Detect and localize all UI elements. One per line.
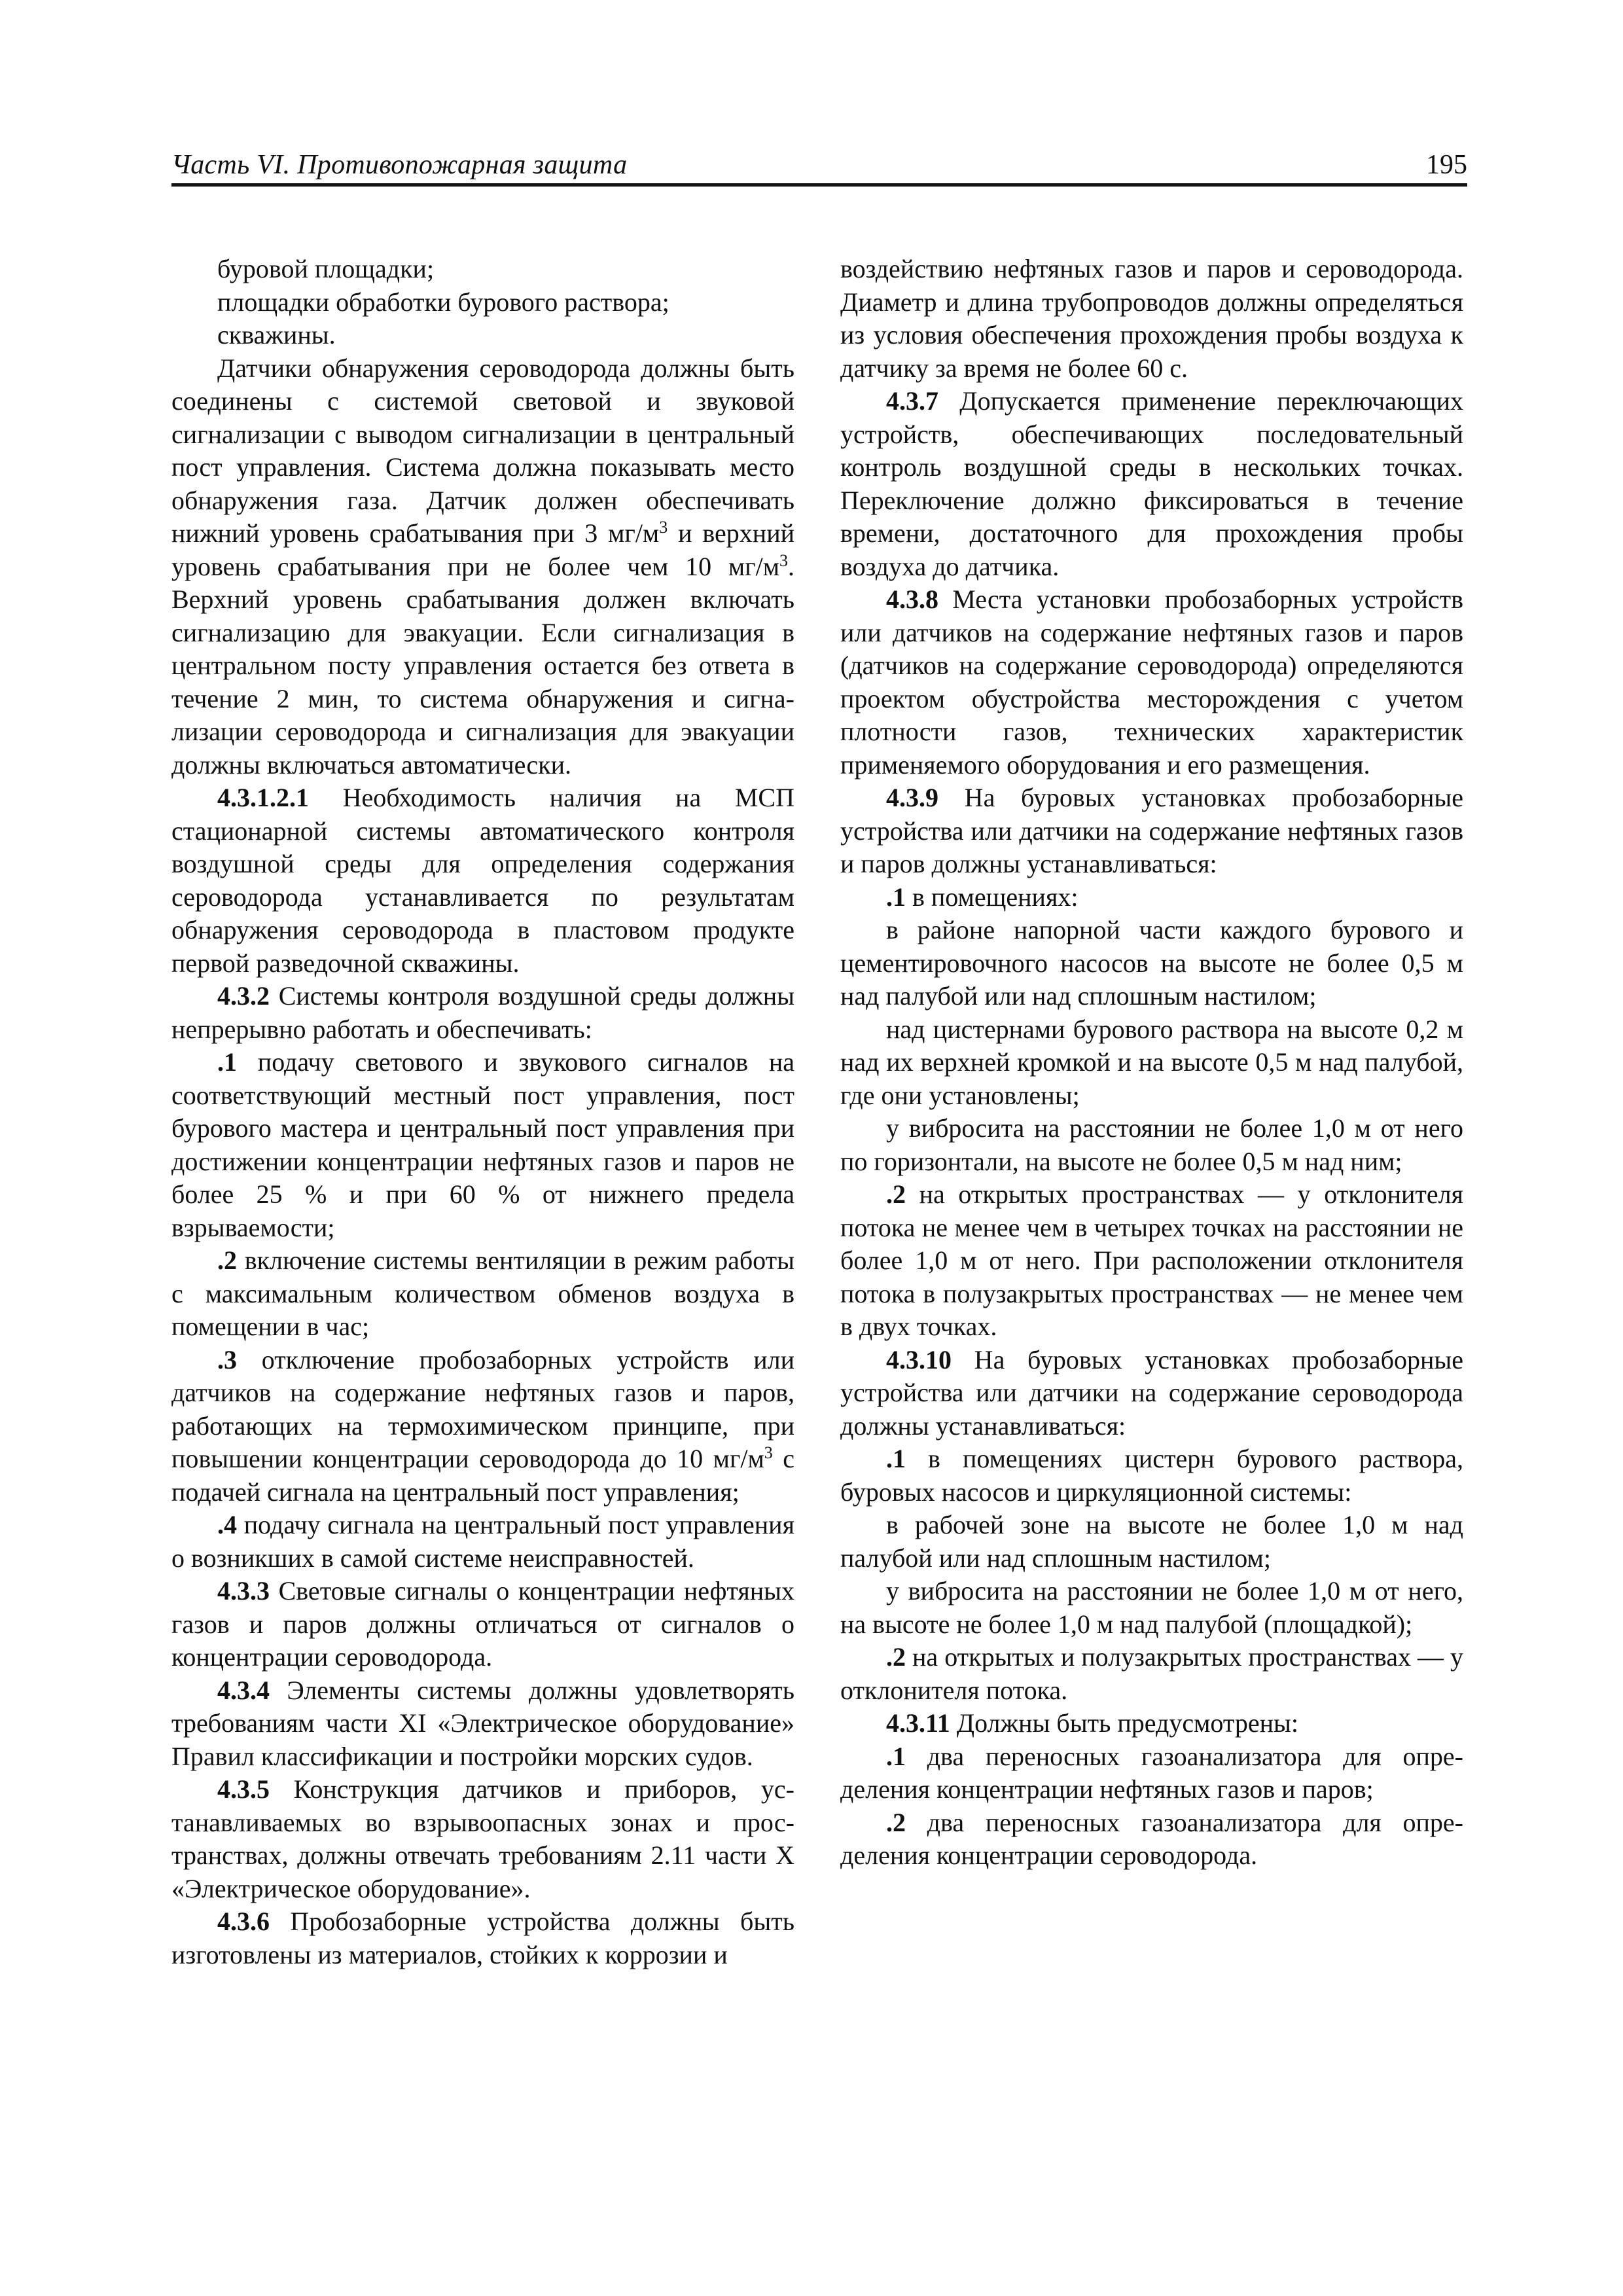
item-number: .2 (886, 1179, 906, 1209)
list-item (840, 1443, 1463, 1509)
paragraph-4-3-10 (840, 1344, 1463, 1443)
item-number: .1 (886, 882, 906, 912)
list-item (840, 1806, 1463, 1873)
text: отключение пробозаборных устройств или датчиков на содержание нефтяных газов и паров, работающих на термохимическом принципе, при повышении концентрации сероводорода до 10 мг/м (171, 1344, 794, 1473)
text: Необходимость наличия на МСП стационарной системы автоматического контроля воздушной среды для определения содержания сероводорода устанавливается по результатам обнаружения сероводорода в пластовом продукте первой разведочной скважины. (171, 783, 794, 978)
text: подачу светового и звукового сигналов на соответствующий местный пост управления, пост бурового мастера и центральный пост управления при достижении концентрации нефтяных газов и паров не более 25 % и при 60 % от нижнего предела взрываемости; (171, 1047, 794, 1242)
text: Пробозаборные устройства должны быть изготовлены из материалов, стойких к коррозии и (171, 1907, 794, 1969)
list-subitem: в рабочей зоне на высоте не более 1,0 м над палубой или над сплошным настилом; (840, 1510, 1463, 1573)
page-number: 195 (1426, 150, 1467, 180)
item-number: .4 (217, 1510, 237, 1539)
text: Конструкция датчиков и приборов, устанавливаемых во взрывоопасных зонах и пространствах, должны отвечать требованиям 2.11 части X «Электрическое оборудование». (171, 1774, 794, 1903)
list-item (171, 1509, 794, 1575)
text: на открытых пространствах — у отклонителя потока не менее чем в четырех точках на расстоянии не более 1,0 м от него. При расположении отклонителя потока в полузакрытых пространствах — не менее чем в двух точках. (840, 1179, 1463, 1341)
paragraph-4-3-6 (171, 1905, 794, 1971)
superscript: 3 (659, 518, 668, 537)
paragraph-4-3-11 (840, 1707, 1463, 1740)
paragraph-continuation: воздействию нефтяных газов и паров и сероводорода. Диаметр и длина трубопроводов должны определяться из условия обеспечения прохождения пробы воздуха к датчику за время не более 60 с. (840, 254, 1463, 383)
text: Элементы системы должны удовлетворять требованиям части XI «Электрическое оборудование» Правил классификации и постройки морских судов. (171, 1675, 794, 1771)
superscript: 3 (779, 550, 788, 570)
paragraph-4-3-2 (171, 980, 794, 1046)
paragraph-4-3-1-2-1 (171, 781, 794, 980)
paragraph-h2s-sensors (171, 352, 794, 782)
text: включение системы вентиляции в режим работы с максимальным количеством обменов воздуха в помещении в час; (171, 1246, 794, 1341)
text: с подачей сигнала на центральный пост управления; (171, 1444, 794, 1507)
list-item (840, 1641, 1463, 1707)
text: Световые сигналы о концентрации нефтяных газов и паров должны отличаться от сигналов о концентрации сероводорода. (171, 1576, 794, 1672)
running-header (171, 141, 1467, 187)
text: в помещениях цистерн бурового раствора, буровых насосов и циркуляционной системы: (840, 1444, 1463, 1507)
paragraph-4-3-5 (171, 1773, 794, 1905)
list-subitem: над цистернами бурового раствора на высоте 0,2 м над их верхней кромкой и на высоте 0,5 м над палубой, где они установлены; (840, 1014, 1463, 1110)
list-item (171, 1046, 794, 1244)
item-number: .1 (217, 1047, 237, 1077)
list-item (840, 1740, 1463, 1806)
paragraph-4-3-4 (171, 1674, 794, 1774)
clause-number: 4.3.2 (217, 981, 270, 1011)
text: подачу сигнала на центральный пост управления о возникших в самой системе неисправностей. (171, 1510, 794, 1573)
clause-number: 4.3.3 (217, 1576, 270, 1605)
text: на открытых и полузакрытых пространствах — у отклонителя потока. (840, 1642, 1463, 1705)
text: Датчики обнаружения сероводорода должны быть соединены с системой световой и звуковой сигнализации с выводом сигнализации в центральный пост управления. Система должна показывать место обнаружения газа. Датчик должен обеспечивать нижний уровень срабатывания при 3 мг/м (171, 353, 794, 548)
text: Должны быть предусмотрены: (950, 1708, 1299, 1738)
text: Места установки пробозаборных устройств или датчиков на содержание нефтяных газов и паров (датчиков на содержание сероводорода) определяются проектом обустройства месторождения с учетом плотности газов, технических характеристик применяемого оборудования и его размещения. (840, 584, 1463, 780)
clause-number: 4.3.1.2.1 (217, 783, 309, 812)
list-item (171, 1344, 794, 1509)
clause-number: 4.3.4 (217, 1675, 270, 1705)
text: Системы контроля воздушной среды должны непрерывно работать и обеспечивать: (171, 981, 794, 1044)
text: в помещениях: (906, 882, 1079, 912)
list-item (840, 881, 1463, 914)
list-subitem: у вибросита на расстоянии не более 1,0 м от него, на высоте не более 1,0 м над палубой (площадкой); (840, 1576, 1463, 1639)
list-line: площадки обработки бурового раствора; (217, 287, 669, 317)
left-column (171, 253, 794, 1971)
clause-number: 4.3.6 (217, 1907, 270, 1936)
text: два переносных газоанализатора для определения концентрации нефтяных газов и паров; (840, 1741, 1463, 1804)
paragraph-4-3-9 (840, 781, 1463, 881)
paragraph-4-3-8 (840, 583, 1463, 781)
item-number: .3 (217, 1344, 237, 1374)
list-subitem: у вибросита на расстоянии не более 1,0 м от него по горизонтали, на высоте не более 0,5 м над ним; (840, 1113, 1463, 1176)
clause-number: 4.3.5 (217, 1774, 270, 1804)
text: и верхний уровень срабатывания при не более чем 10 мг/м (171, 518, 795, 581)
list-line: скважины. (217, 320, 336, 350)
list-subitem: в районе напорной части каждого бурового и цементировочного насосов на высоте не более 0,5 м над палубой или над сплошным настилом; (840, 915, 1463, 1011)
clause-number: 4.3.10 (886, 1344, 952, 1374)
clause-number: 4.3.9 (886, 783, 938, 812)
text: два переносных газоанализатора для определения концентрации сероводорода. (840, 1807, 1463, 1870)
text: На буровых установках пробозаборные устройства или датчики на содержание нефтяных газов и паров должны устанавливаться: (840, 783, 1463, 878)
item-number: .2 (886, 1807, 906, 1837)
text: На буровых установках пробозаборные устройства или датчики на содержание сероводорода должны устанавливаться: (840, 1344, 1463, 1441)
item-number: .1 (886, 1444, 906, 1473)
list-item (171, 1244, 794, 1344)
paragraph-4-3-7 (840, 385, 1463, 583)
list-item (840, 1178, 1463, 1344)
list-line: буровой площадки; (217, 254, 435, 283)
text: Допускается применение переключающих устройств, обеспечивающих последовательный контроль воздушной среды в нескольких точках. Переключение должно фиксироваться в течение времени, достаточного для прохождения пробы воздуха до датчика. (840, 386, 1463, 581)
clause-number: 4.3.11 (886, 1708, 950, 1738)
clause-number: 4.3.8 (886, 584, 938, 614)
text: . Верхний уровень срабатывания должен включать сигнализацию для эвакуации. Если сигнализация в центральном посту управления остается без ответа в течение 2 мин, то система обнаружения и сигнализации сероводорода и сигнализация для эвакуации должны включаться автоматически. (171, 551, 794, 780)
item-number: .2 (217, 1246, 237, 1275)
item-number: .1 (886, 1741, 906, 1771)
right-column (840, 253, 1463, 1873)
paragraph-4-3-3 (171, 1575, 794, 1674)
item-number: .2 (886, 1642, 906, 1672)
clause-number: 4.3.7 (886, 386, 938, 416)
running-header-title: Часть VI. Противопожарная защита (171, 150, 628, 180)
superscript: 3 (764, 1443, 773, 1462)
